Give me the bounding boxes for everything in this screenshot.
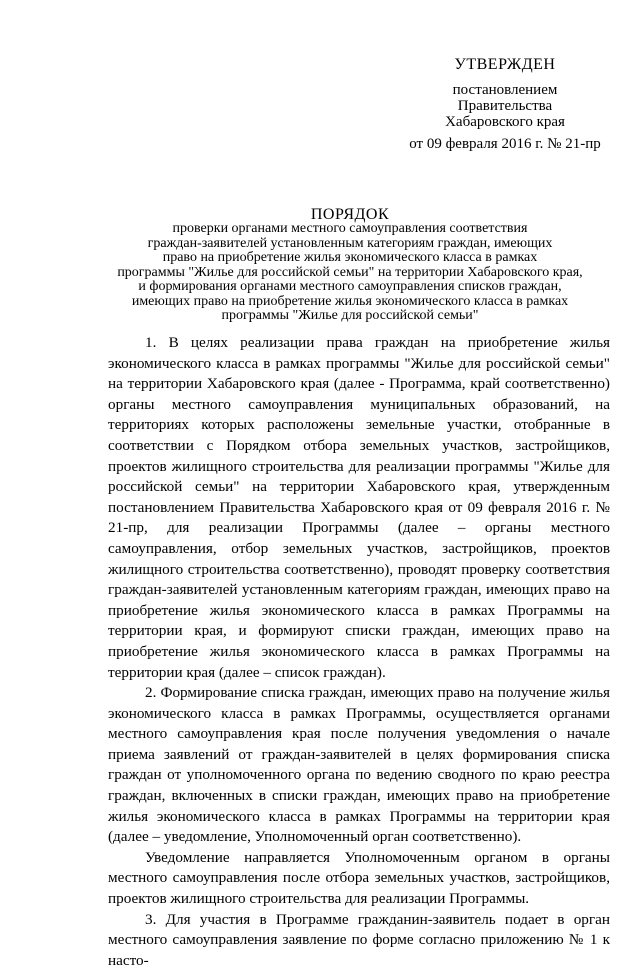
approved-label: УТВЕРЖДЕН (454, 56, 556, 73)
approval-date: от 09 февраля 2016 г. № 21-пр (409, 136, 601, 152)
paragraph: 1. В целях реализации права граждан на приобретение жилья экономического класса в рамках программы "Жилье для российской семьи" на территории Хабаровского края (далее - Программа, край соответственно) органы местного самоуправления муниципальных образований, на территориях которых расположены земельные участки, отобранные в соответствии с Порядком отбора земельных участков, застройщиков, проектов жилищного строительства для реализации программы "Жилье для российской семьи" на территории Хабаровского края, утвержденным постановлением Правительства Хабаровского края от 09 февраля 2016 г. № 21-пр, для реализации Программы (далее – органы местного самоуправления, отбор земельных участков, застройщиков, проектов жилищного строительства соответственно), проводят проверку соответствия граждан-заявителей установленным категориям граждан, имеющих право на приобретение жилья экономического класса в рамках Программы на территории края, и формируют списки граждан, имеющих право на приобретение жилья экономического класса в рамках Программы на территории края (далее – список граждан). (108, 334, 610, 681)
subtitle-line: программы "Жилье для российской семьи" на территории Хабаровского края, (117, 264, 583, 280)
subtitle-line: имеющих право на приобретение жилья экономического класса в рамках (131, 293, 569, 309)
approval-stamp (400, 57, 610, 152)
paragraph: Уведомление направляется Уполномоченным органом в органы местного самоуправления после отбора земельных участков, застройщиков, проектов жилищного строительства для реализации Программы. (108, 848, 610, 908)
paragraph: 2. Формирование списка граждан, имеющих право на получение жилья экономического класса в рамках Программы, осуществляется органами местного самоуправления края после получения уведомления о начале приема заявлений от граждан-заявителей в целях формирования списка граждан от уполномоченного органа по ведению сводного по краю реестра граждан, включенных в списки граждан, имеющих право на приобретение жилья экономического класса в рамках Программы на территории края (далее – уведомление, Уполномоченный орган соответственно). (108, 684, 610, 846)
subtitle-line: проверки органами местного самоуправления соответствия (172, 221, 528, 236)
document-title: ПОРЯДОК (310, 206, 390, 223)
subtitle-line: граждан-заявителей установленным категориям граждан, имеющих (147, 235, 553, 251)
document-subtitle (115, 222, 585, 324)
approval-line: Правительства (457, 98, 553, 114)
approval-line: постановлением (452, 82, 558, 98)
subtitle-line: право на приобретение жилья экономического класса в рамках (162, 250, 538, 265)
paragraph: 3. Для участия в Программе гражданин-заявитель подает в орган местного самоуправления заявление по форме согласно приложению № 1 к насто- (108, 910, 610, 969)
document-body (108, 333, 610, 971)
subtitle-line: программы "Жилье для российской семьи" (221, 308, 479, 323)
approval-line: Хабаровского края (445, 114, 565, 130)
subtitle-line: и формирования органами местного самоуправления списков граждан, (138, 279, 562, 294)
